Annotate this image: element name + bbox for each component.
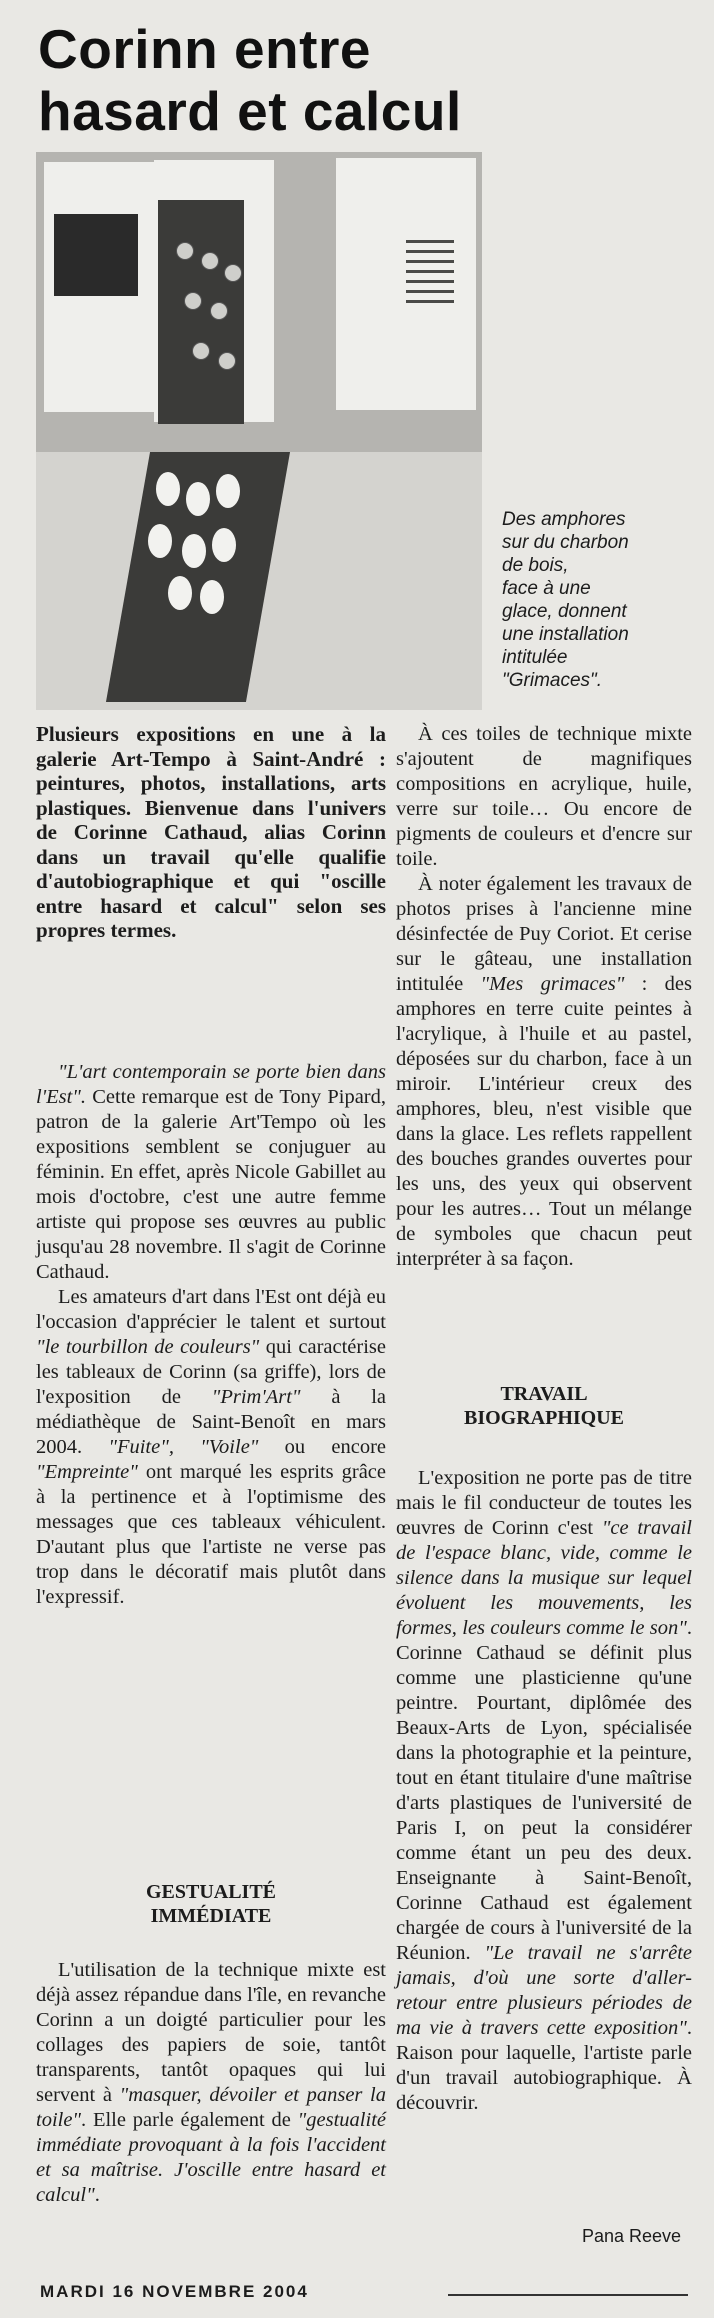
photo-charcoal-hanging [158, 200, 244, 424]
photo-amphora-reflection [224, 264, 242, 282]
photo-amphora-reflection [201, 252, 219, 270]
photo-amphora [148, 524, 172, 558]
quote: "gestualité immédiate provoquant à la fois l'accident et sa maîtrise. J'oscille entre hasard et calcul" [36, 2109, 386, 2206]
footer-rule [448, 2294, 688, 2296]
caption-line: "Grimaces". [502, 670, 603, 691]
paragraph-text: : des amphores en terre cuite peintes à l'acrylique, à l'huile et au pastel, déposées sur du charbon, face à un miroir. L'intérieur creux des amphores, bleu, n'est visible que dans la glace. Les reflets rappellent des bouches grandes ouvertes pour les uns, des yeux qui observent pour les autres… Tout un mélange de symboles que chacun peut interpréter à sa façon. [396, 973, 692, 1270]
quote: "Mes grimaces" [480, 973, 625, 995]
caption-line: intitulée [502, 647, 568, 668]
headline [38, 18, 678, 142]
photo-stripe [406, 300, 454, 303]
photo-amphora [182, 534, 206, 568]
caption-line: Des amphores [502, 509, 626, 530]
paragraph-text: à la médiathèque de Saint-Benoît en mars 2004. [36, 1386, 386, 1458]
quote: "Le travail ne s'arrête jamais, d'où une sorte d'aller-retour entre plusieurs périodes de ma vie à travers cette exposition" [396, 1942, 692, 2039]
caption-line: de bois, [502, 555, 569, 576]
subhead-line: TRAVAIL [500, 1383, 588, 1405]
caption-line: sur du charbon [502, 532, 629, 553]
photo-amphora-reflection [192, 342, 210, 360]
article-photo [36, 152, 482, 710]
caption-line: une installation [502, 624, 629, 645]
paragraph-text: L'utilisation de la technique mixte est déjà assez répandue dans l'île, en revanche Corinn a un doigté particulier pour les collages des papiers de soie, tantôt transparents, tantôt opaques qui lui servent à [36, 1959, 386, 2106]
photo-stripe [406, 250, 454, 253]
quote: "L'art contemporain se porte bien dans l'Est". [36, 1061, 386, 1108]
paragraph-text: . Elle parle également de [81, 2109, 298, 2131]
paragraph-text: ou encore [258, 1436, 386, 1458]
headline-line-1: Corinn entre [38, 18, 371, 80]
paragraph-text: À noter également les travaux de photos prises à l'ancienne mine désinfectée de Puy Coriot. Et cerise sur le gâteau, une installation intitulée [396, 873, 692, 995]
paragraph-text: . [94, 2184, 100, 2206]
quote: "masquer, dévoiler et panser la toile" [36, 2084, 387, 2131]
photo-amphora-reflection [210, 302, 228, 320]
photo-amphora [200, 580, 224, 614]
photo-stripe [406, 240, 454, 243]
photo-amphora [156, 472, 180, 506]
paragraph-text: . Corinne Cathaud se définit plus comme une plasticienne qu'une peintre. Pourtant, diplômée des Beaux-Arts de Lyon, spécialisée dans la photographie et la peinture, tout en étant titulaire d'une maîtrise d'arts plastiques de l'université de Paris I, on peut la considérer comme étant un peu des deux. Enseignante à Saint-Benoît, Corinne Cathaud est également chargée de cours à l'université de la Réunion. [396, 1617, 692, 1964]
caption-line: glace, donnent [502, 601, 627, 622]
quote: "ce travail de l'espace blanc, vide, comme le silence dans la musique sur lequel évoluent les mouvements, les formes, les couleurs comme le son" [396, 1517, 692, 1639]
author-signature: Pana Reeve [582, 2226, 682, 2246]
quote: "Empreinte" [36, 1461, 138, 1483]
photo-stripe [406, 260, 454, 263]
footer-date: MARDI 16 NOVEMBRE 2004 [40, 2282, 309, 2301]
quote: "le tourbillon de couleurs" [36, 1336, 260, 1358]
paragraph [36, 1958, 386, 2208]
subhead-travail [396, 1382, 692, 1430]
paragraph-text: Les amateurs d'art dans l'Est ont déjà eu l'occasion d'apprécier le talent et surtout [36, 1286, 386, 1333]
paragraph-text: L'exposition ne porte pas de titre mais le fil conducteur de toutes les œuvres de Corinn c'est [396, 1467, 692, 1539]
subhead-line: GESTUALITÉ [145, 1881, 277, 1903]
photo-stripe [406, 270, 454, 273]
right-column-bottom [396, 1466, 692, 2116]
subhead-line: BIOGRAPHIQUE [463, 1407, 625, 1429]
photo-panel-right [336, 158, 476, 410]
paragraph-text: . Raison pour laquelle, l'artiste parle d'un travail autobiographique. À découvrir. [396, 2017, 692, 2114]
photo-amphora [212, 528, 236, 562]
paragraph: À ces toiles de technique mixte s'ajoutent de magnifiques compositions en acrylique, huile, verre sur toile… Ou encore de pigments de couleurs et d'encre sur toile. [396, 723, 692, 870]
subhead-line: IMMÉDIATE [150, 1905, 272, 1927]
caption-line: face à une [502, 578, 591, 599]
paragraph-text: qui caractérise les tableaux de Corinn (sa griffe), lors de l'exposition de [36, 1336, 386, 1408]
photo-caption [502, 508, 702, 692]
paragraph [396, 872, 692, 1272]
photo-dark-painting [54, 214, 138, 296]
paragraph-text: Cette remarque est de Tony Pipard, patron de la galerie Art'Tempo où les expositions semblent se conjuguer au féminin. En effet, après Nicole Gabillet au mois d'octobre, c'est une autre femme artiste qui propose ses œuvres au public jusqu'au 28 novembre. Il s'agit de Corinne Cathaud. [36, 1086, 386, 1283]
paragraph-text: ont marqué les esprits grâce à la pertinence et à l'optimisme des messages que ces tableaux véhiculent. D'autant plus que l'artiste ne verse pas trop dans le décoratif mais plutôt dans l'expressif. [36, 1461, 386, 1608]
left-column-top [36, 1060, 386, 1610]
photo-amphora [216, 474, 240, 508]
photo-stripe [406, 280, 454, 283]
quote: "Prim'Art" [211, 1386, 301, 1408]
photo-amphora [168, 576, 192, 610]
photo-amphora-reflection [218, 352, 236, 370]
photo-stripe [406, 290, 454, 293]
article-lead: Plusieurs expositions en une à la galerie Art-Tempo à Saint-André : peintures, photos, installations, arts plastiques. Bienvenue dans l'univers de Corinne Cathaud, alias Corinn dans un travail qu'elle qualifie d'autobiographique et qui "oscille entre hasard et calcul" selon ses propres termes. [36, 722, 386, 942]
photo-amphora-reflection [176, 242, 194, 260]
left-column-bottom [36, 1958, 386, 2208]
headline-line-2: hasard et calcul [38, 80, 462, 142]
paragraph [396, 1466, 692, 2116]
photo-amphora-reflection [184, 292, 202, 310]
quote: "Fuite", "Voile" [108, 1436, 259, 1458]
subhead-gestualite [36, 1880, 386, 1928]
photo-amphora [186, 482, 210, 516]
paragraph [36, 1060, 386, 1285]
right-column-top [396, 722, 692, 1272]
paragraph [36, 1285, 386, 1610]
